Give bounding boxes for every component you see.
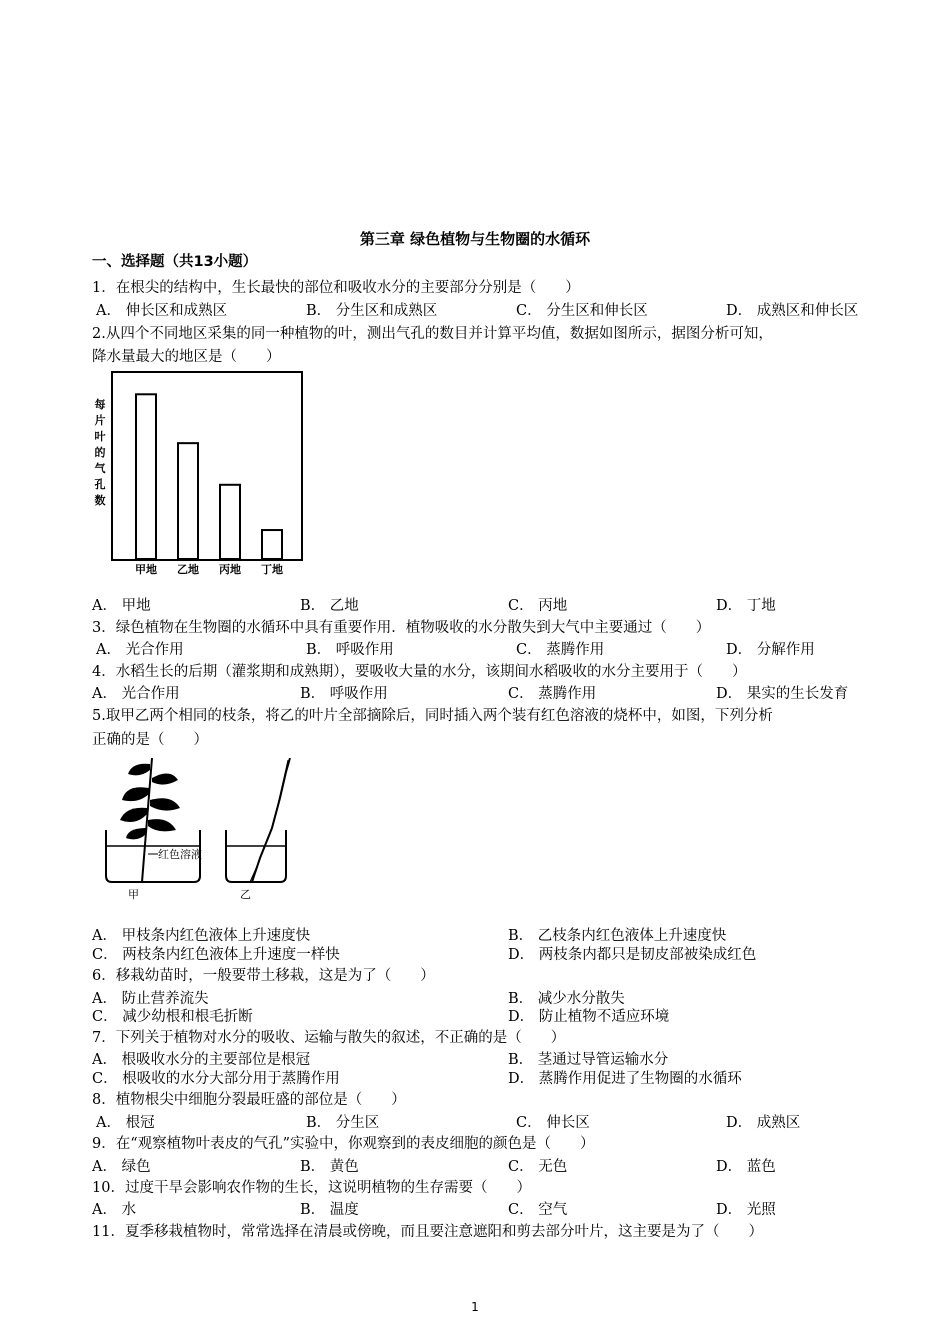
- q10-option-a[interactable]: A． 水: [92, 1202, 137, 1218]
- q1-option-a[interactable]: A． 伸长区和成熟区: [96, 303, 228, 319]
- y-label-char-4: 气: [94, 462, 106, 475]
- q5-option-b[interactable]: B． 乙枝条内红色液体上升速度快: [508, 928, 727, 944]
- y-label-char-6: 数: [94, 494, 106, 507]
- q4-option-c[interactable]: C． 蒸腾作用: [508, 686, 597, 702]
- q6-option-b[interactable]: B． 减少水分散失: [508, 991, 625, 1007]
- question-5-stem-line1: 5.取甲乙两个相同的枝条，将乙的叶片全部摘除后，同时插入两个装有红色溶液的烧杯中，如图，下列分析: [92, 708, 773, 724]
- question-9-stem: 9．在“观察植物叶表皮的气孔”实验中，你观察到的表皮细胞的颜色是（ ）: [92, 1136, 595, 1152]
- fig-label-solution: 红色溶液: [158, 848, 202, 861]
- q4-option-d[interactable]: D． 果实的生长发育: [716, 686, 849, 702]
- bar-2: [220, 485, 240, 559]
- section-heading: 一、选择题（共13小题）: [92, 254, 258, 270]
- y-label-char-5: 孔: [94, 478, 106, 491]
- bar-0: [136, 394, 156, 559]
- q8-option-c[interactable]: C． 伸长区: [516, 1115, 590, 1131]
- question-5-stem-line2: 正确的是（ ）: [92, 732, 208, 748]
- question-8-stem: 8．植物根尖中细胞分裂最旺盛的部位是（ ）: [92, 1092, 406, 1108]
- chart-bars: [136, 394, 282, 559]
- q3-option-a[interactable]: A． 光合作用: [96, 642, 184, 658]
- page-title: 第三章 绿色植物与生物圈的水循环: [359, 230, 591, 248]
- stomata-bar-chart: [90, 370, 310, 580]
- question-10-stem: 10．过度干旱会影响农作物的生长，这说明植物的生存需要（ ）: [92, 1180, 531, 1196]
- leafy-branch: [120, 758, 180, 882]
- y-label-char-3: 的: [94, 446, 106, 459]
- x-tick-label-2: 丙地: [219, 563, 241, 576]
- q4-option-b[interactable]: B． 呼吸作用: [300, 686, 388, 702]
- x-tick-label-0: 甲地: [135, 563, 157, 576]
- q10-option-b[interactable]: B． 温度: [300, 1202, 359, 1218]
- q9-option-d[interactable]: D． 蓝色: [716, 1159, 776, 1175]
- q3-option-b[interactable]: B． 呼吸作用: [306, 642, 394, 658]
- q9-option-a[interactable]: A． 绿色: [92, 1159, 151, 1175]
- beaker-2: [226, 830, 286, 882]
- q3-option-d[interactable]: D． 分解作用: [726, 642, 815, 658]
- x-tick-label-1: 乙地: [177, 563, 199, 576]
- q9-option-b[interactable]: B． 黄色: [300, 1159, 359, 1175]
- branch-experiment-figure: [92, 758, 322, 903]
- question-7-stem: 7．下列关于植物对水分的吸收、运输与散失的叙述，不正确的是（ ）: [92, 1030, 566, 1046]
- fig-label-yi: 乙: [240, 888, 251, 901]
- q8-option-d[interactable]: D． 成熟区: [726, 1115, 801, 1131]
- q4-option-a[interactable]: A． 光合作用: [92, 686, 180, 702]
- q5-option-a[interactable]: A． 甲枝条内红色液体上升速度快: [92, 928, 311, 944]
- question-2-stem-line2: 降水量最大的地区是（ ）: [92, 349, 281, 365]
- q2-option-d[interactable]: D． 丁地: [716, 598, 776, 614]
- q9-option-c[interactable]: C． 无色: [508, 1159, 568, 1175]
- q10-option-c[interactable]: C． 空气: [508, 1202, 568, 1218]
- fig-label-jia: 甲: [128, 888, 139, 901]
- q7-option-c[interactable]: C． 根吸收的水分大部分用于蒸腾作用: [92, 1071, 340, 1087]
- question-11-stem: 11．夏季移栽植物时，常常选择在清晨或傍晚，而且要注意遮阳和剪去部分叶片，这主要是为了（ ）: [92, 1224, 763, 1240]
- q1-option-b[interactable]: B． 分生区和成熟区: [306, 303, 438, 319]
- q7-option-b[interactable]: B． 茎通过导管运输水分: [508, 1052, 669, 1068]
- q2-option-a[interactable]: A． 甲地: [92, 598, 151, 614]
- q2-option-b[interactable]: B． 乙地: [300, 598, 359, 614]
- q2-option-c[interactable]: C． 丙地: [508, 598, 568, 614]
- q6-option-c[interactable]: C． 减少幼根和根毛折断: [92, 1009, 253, 1025]
- question-3-stem: 3．绿色植物在生物圈的水循环中具有重要作用．植物吸收的水分散失到大气中主要通过（ ）: [92, 620, 711, 636]
- chart-y-axis-label: [95, 397, 107, 507]
- q7-option-d[interactable]: D． 蒸腾作用促进了生物圈的水循环: [508, 1071, 742, 1087]
- chart-x-labels: [135, 562, 283, 576]
- q1-option-d[interactable]: D． 成熟区和伸长区: [726, 303, 859, 319]
- q7-option-a[interactable]: A． 根吸收水分的主要部位是根冠: [92, 1052, 311, 1068]
- q6-option-a[interactable]: A． 防止营养流失: [92, 991, 209, 1007]
- question-6-stem: 6．移栽幼苗时，一般要带土移栽，这是为了（ ）: [92, 968, 435, 984]
- q10-option-d[interactable]: D． 光照: [716, 1202, 776, 1218]
- q8-option-a[interactable]: A． 根冠: [96, 1115, 155, 1131]
- y-label-char-2: 叶: [94, 430, 106, 443]
- q6-option-d[interactable]: D． 防止植物不适应环境: [508, 1009, 670, 1025]
- x-tick-label-3: 丁地: [261, 563, 283, 576]
- question-4-stem: 4．水稻生长的后期（灌浆期和成熟期），要吸收大量的水分，该期间水稻吸收的水分主要用于（ ）: [92, 664, 747, 680]
- y-label-char-1: 片: [94, 414, 106, 427]
- question-2-stem-line1: 2.从四个不同地区采集的同一种植物的叶，测出气孔的数目并计算平均值，数据如图所示，据图分析可知，: [92, 326, 773, 342]
- q8-option-b[interactable]: B． 分生区: [306, 1115, 380, 1131]
- q5-option-d[interactable]: D． 两枝条内都只是韧皮部被染成红色: [508, 947, 757, 963]
- bare-branch: [250, 758, 290, 882]
- chart-frame: [112, 372, 302, 560]
- question-1-stem: 1．在根尖的结构中，生长最快的部位和吸收水分的主要部分分别是（ ）: [92, 280, 580, 296]
- q3-option-c[interactable]: C． 蒸腾作用: [516, 642, 605, 658]
- page-number: 1: [471, 1300, 479, 1314]
- y-label-char-0: 每: [94, 398, 106, 411]
- bar-3: [262, 530, 282, 559]
- q1-option-c[interactable]: C． 分生区和伸长区: [516, 303, 648, 319]
- bar-1: [178, 443, 198, 559]
- q5-option-c[interactable]: C． 两枝条内红色液体上升速度一样快: [92, 947, 340, 963]
